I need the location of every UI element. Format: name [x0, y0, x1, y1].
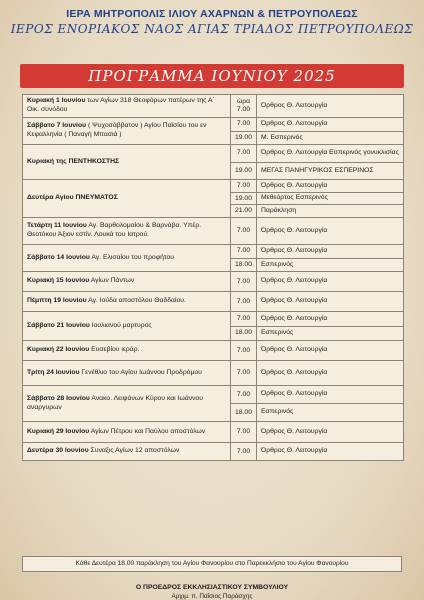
schedule-day-cell [23, 312, 231, 340]
schedule-day: Σάββατο 28 Ιουνίου [27, 394, 90, 402]
schedule-description: Ευσεβίου ιεράρ. [89, 346, 140, 354]
schedule-day-cell [23, 422, 231, 442]
schedule-day-cell [23, 180, 231, 217]
schedule-row [23, 217, 403, 244]
service-line [231, 341, 403, 360]
schedule-day: Κυριακή 15 Ιουνίου [27, 277, 90, 285]
schedule-day-cell [23, 292, 231, 311]
schedule-day: Κυριακή της ΠΕΝΤΗΚΟΣΤΗΣ [27, 157, 120, 165]
schedule-day-cell [23, 361, 231, 385]
service-line [231, 361, 403, 385]
service-name: Όρθρος Θ. Λειτουργία [261, 346, 328, 354]
schedule-description: των Αγίων 318 Θεοφόρων πατέρων της Α΄ Οικ. συνόδου [27, 97, 215, 113]
schedule-description: Αγ. Ελισαίου του προφήτου [89, 253, 174, 261]
service-line [231, 312, 403, 326]
schedule-row [23, 421, 403, 442]
service-line [231, 272, 403, 291]
service-name: Όρθρος Θ. Λειτουργία Εσπερινός γονυκλισίας [261, 149, 399, 157]
service-name: Όρθρος Θ. Λειτουργία [261, 277, 328, 285]
schedule-row [23, 340, 403, 360]
schedule-description: Αγίων Πάντων [89, 277, 135, 285]
service-name: Όρθρος Θ. Λειτουργία [261, 101, 328, 109]
schedule-row [23, 271, 403, 291]
schedule-description: Αγίων Πέτρου και Παύλου αποστόλων [89, 427, 206, 435]
schedule-description: Γενέθλιο του Αγίου Ιωάννου Προδρόμου [79, 368, 202, 376]
schedule-day: Σάββατο 14 Ιουνίου [27, 253, 90, 261]
service-line [231, 145, 403, 162]
metropolis-title: ΙΕΡΑ ΜΗΤΡΟΠΟΛΙΣ ΙΛΙΟΥ ΑΧΑΡΝΩΝ & ΠΕΤΡΟΥΠΟΛΕΩΣ [66, 8, 358, 20]
program-banner [20, 64, 404, 88]
service-name: Εσπερινός [261, 329, 294, 337]
service-time: 7.00 [231, 292, 257, 311]
service-line [231, 245, 403, 258]
service-time: 7.00 [231, 443, 257, 460]
service-line [231, 180, 403, 192]
schedule-day: Δευτέρα 30 Ιουνίου [27, 447, 89, 455]
service-line [231, 218, 403, 244]
service-line [231, 118, 403, 131]
schedule-row [23, 95, 403, 117]
weekly-note: Κάθε Δευτέρα 18.00 παράκληση του Αγίου Φανουρίου στο Παρεκκλήσιο του Αγίου Φανουρίου [22, 556, 402, 572]
service-name: Όρθρος Θ. Λειτουργία [261, 247, 328, 255]
church-title: ΙΕΡΟΣ ΕΝΟΡΙΑΚΟΣ ΝΑΟΣ ΑΓΙΑΣ ΤΡΙΑΔΟΣ ΠΕΤΡΟΥΠΟΛΕΩΣ [10, 22, 414, 36]
schedule-row [23, 360, 403, 385]
service-name: Όρθρος Θ. Λειτουργία [261, 120, 328, 128]
service-name: Όρθρος Θ. Λειτουργία [261, 427, 328, 435]
service-time: 21.00 [231, 205, 257, 217]
schedule-day: Σάββατο 21 Ιουνίου [27, 321, 90, 329]
service-time: 7.00 [231, 118, 257, 131]
service-name: Όρθρος Θ. Λειτουργία [261, 390, 328, 398]
service-time: 7.00 [231, 361, 257, 385]
service-time: 19.00 [231, 193, 257, 205]
service-time: 7.00 [231, 218, 257, 244]
schedule-day-cell [23, 118, 231, 144]
schedule-row [23, 385, 403, 421]
service-line [231, 258, 403, 272]
service-name: Όρθρος Θ. Λειτουργία [261, 297, 328, 305]
service-time: 18.00 [231, 259, 257, 272]
service-line [231, 422, 403, 442]
service-name: Όρθρος Θ. Λειτουργία [261, 181, 328, 189]
schedule-row [23, 117, 403, 144]
service-line [231, 204, 403, 217]
schedule-day-cell [23, 95, 231, 117]
schedule-day: Τρίτη 24 Ιουνίου [27, 368, 80, 376]
schedule-day: Δευτέρα Αγίου ΠΝΕΥΜΑΤΟΣ [27, 194, 118, 202]
schedule-row [23, 291, 403, 311]
service-name: Εσπερινός [261, 260, 294, 268]
service-time: 7.00 [231, 145, 257, 162]
service-time: 19.00 [231, 163, 257, 180]
schedule-day-cell [23, 272, 231, 291]
service-name: Μεθεόρτος Εσπερινός [261, 194, 328, 202]
service-line [231, 95, 403, 117]
service-time: 7.00 [231, 341, 257, 360]
banner-text: ΠΡΟΓΡΑΜΜΑ ΙΟΥΝΙΟΥ 2025 [88, 67, 336, 85]
schedule-description: Ιουλιανού μαρτυρος [89, 321, 152, 329]
schedule-description: Συναξις Αγίων 12 αποστόλων [88, 447, 180, 455]
service-time: 7.00 [231, 422, 257, 442]
schedule-day-cell [23, 145, 231, 179]
service-time: ώρα 7.00 [231, 95, 257, 117]
service-time: 7.00 [231, 386, 257, 403]
schedule-day: Κυριακή 29 Ιουνίου [27, 427, 90, 435]
schedule-table [22, 94, 404, 461]
schedule-day: Σάββατο 7 Ιουνίου [27, 122, 87, 130]
service-line [231, 131, 403, 145]
signature-name: Αρχιμ. π. Παΐσιος Παράσχης [171, 593, 253, 600]
signature-title: Ο ΠΡΟΕΔΡΟΣ ΕΚΚΛΗΣΙΑΣΤΙΚΟΥ ΣΥΜΒΟΥΛΙΟΥ [135, 584, 289, 591]
service-line [231, 162, 403, 180]
service-name: ΜΕΓΑΣ ΠΑΝΗΓΥΡΙΚΟΣ ΕΣΠΕΡΙΝΟΣ [261, 166, 374, 174]
service-time: 7.00 [231, 180, 257, 192]
schedule-day: Κυριακή 1 Ιουνίου [27, 97, 86, 105]
service-name: Παράκληση [261, 206, 297, 214]
service-line [231, 192, 403, 205]
service-line [231, 443, 403, 460]
service-name: Μ. Εσπερινός [261, 133, 303, 141]
schedule-day-cell [23, 341, 231, 360]
service-time: 7.00 [231, 312, 257, 326]
schedule-row [23, 442, 403, 460]
service-time: 18.00 [231, 404, 257, 421]
schedule-row [23, 179, 403, 217]
schedule-day-cell [23, 245, 231, 271]
schedule-row [23, 244, 403, 271]
service-time: 7.00 [231, 245, 257, 258]
schedule-day: Τετάρτη 11 Ιουνίου [27, 222, 87, 230]
service-name: Όρθρος Θ. Λειτουργία [261, 447, 328, 455]
service-time: 19.00 [231, 132, 257, 145]
schedule-day: Κυριακή 22 Ιουνίου [27, 346, 90, 354]
schedule-day-cell [23, 386, 231, 421]
service-name: Όρθρος Θ. Λειτουργία [261, 368, 328, 376]
service-line [231, 386, 403, 403]
schedule-row [23, 144, 403, 179]
service-line [231, 292, 403, 311]
schedule-description: ( Ψυχοσάββατον ) Αγίου Παϊσίου του εν Κεφαλληνία ( Παναγή Μπασιά ) [27, 122, 207, 138]
service-name: Όρθρος Θ. Λειτουργία [261, 226, 328, 234]
schedule-description: Αγ. Ιούδα αποστόλου Θαδδαίου. [86, 297, 186, 305]
service-time: 18.00 [231, 327, 257, 341]
schedule-day-cell [23, 218, 231, 244]
schedule-day-cell [23, 443, 231, 460]
schedule-row [23, 311, 403, 340]
service-line [231, 403, 403, 421]
schedule-day: Πέμπτη 19 Ιουνίου [27, 297, 87, 305]
service-name: Όρθρος Θ. Λειτουργία [261, 314, 328, 322]
schedule-description: Αγ. Βαρθολομαίου & Βαρνάβα. Υπέρ. Θεοτόκου Άξιον εστίν. Λουκά του Ιατρού. [27, 222, 202, 238]
service-time: 7.00 [231, 272, 257, 291]
service-name: Εσπερινός [261, 408, 294, 416]
schedule-description: Ανακο. Λειψάνων Κύρου και Ιωάννου αναργυρων [27, 394, 204, 411]
service-line [231, 326, 403, 341]
